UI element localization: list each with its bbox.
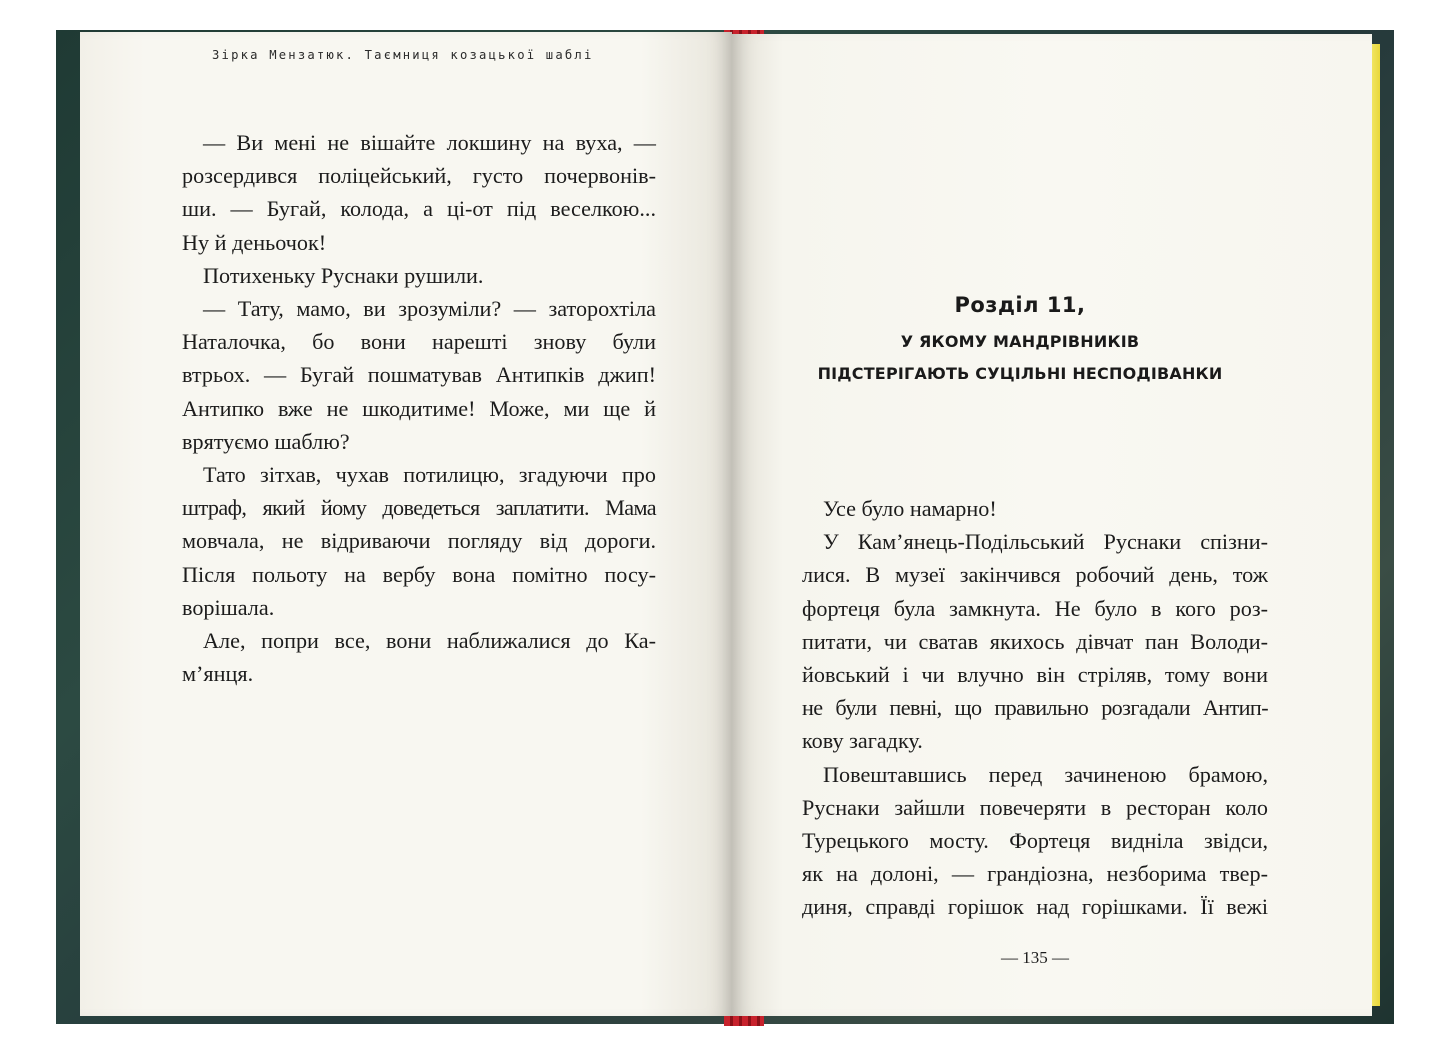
text-line: — Тату, мамо, ви зрозуміли? — заторохтіла [203, 296, 656, 322]
running-head: Зірка Мензатюк. Таємниця козацької шаблі [212, 48, 594, 62]
text-line: фортеця була замкнута. Не було в кого роз- [802, 595, 1268, 621]
text-line: йовський і чи влучно він стріляв, тому вони [802, 662, 1268, 688]
text-line: диня, справді горішок над горішками. Її вежі [802, 894, 1268, 920]
text-line: Усе було намарно! [823, 496, 997, 521]
text-line: м’янця. [182, 661, 254, 687]
left-page-text [182, 126, 656, 690]
chapter-heading [800, 288, 1240, 390]
text-line: У Кам’янець-Подільський Руснаки спізни- [823, 529, 1268, 555]
text-line: Руснаки зайшли повечеряти в ресторан коло [802, 794, 1268, 820]
text-line: Повештавшись перед зачиненою брамою, [823, 761, 1268, 787]
text-line: втрьох. — Бугай пошматував Антипків джип! [182, 362, 656, 388]
text-line: мовчала, не відриваючи погляду від дороги. [182, 528, 656, 554]
text-line: лися. В музеї закінчився робочий день, тож [802, 562, 1268, 588]
text-line: Після польоту на вербу вона помітно посу- [182, 561, 656, 587]
text-line: штраф, який йому доведеться заплатити. Мама [182, 495, 656, 521]
chapter-number: Розділ 11, [954, 293, 1086, 317]
text-line: як на долоні, — грандіозна, незборима твер- [802, 861, 1268, 887]
right-page-text [802, 492, 1268, 924]
chapter-subtitle-line-1: У ЯКОМУ МАНДРІВНИКІВ [900, 332, 1140, 351]
text-line: питати, чи сватав якихось дівчат пан Володи- [802, 628, 1268, 654]
text-line: ворішала. [182, 594, 275, 620]
chapter-subtitle-line-2: ПІДСТЕРІГАЮТЬ СУЦІЛЬНІ НЕСПОДІВАНКИ [817, 364, 1223, 383]
text-line: Антипко вже не шкодитиме! Може, ми ще й [182, 395, 656, 421]
page-number: — 135 — [1001, 948, 1069, 967]
text-line: Але, попри все, вони наближалися до Ка- [203, 628, 656, 654]
text-line: Тато зітхав, чухав потилицю, згадуючи про [203, 462, 656, 488]
text-line: ши. — Бугай, колода, а ці-от під веселкою... [182, 196, 656, 222]
text-line: Наталочка, бо вони нарешті знову були [182, 329, 656, 355]
text-line: врятуємо шаблю? [182, 428, 350, 454]
text-line: Ну й деньочок! [182, 229, 327, 255]
text-line: Потихеньку Руснаки рушили. [203, 262, 484, 288]
text-line: Турецького мосту. Фортеця виднiла звідси, [802, 828, 1268, 854]
text-line: кову загадку. [802, 728, 923, 754]
text-line: — Ви мені не вішайте локшину на вуха, — [203, 130, 656, 155]
text-line: не були певні, що правильно розгадали Антип- [802, 695, 1268, 721]
text-line: розсердився поліцейський, густо почервонів- [182, 163, 656, 189]
